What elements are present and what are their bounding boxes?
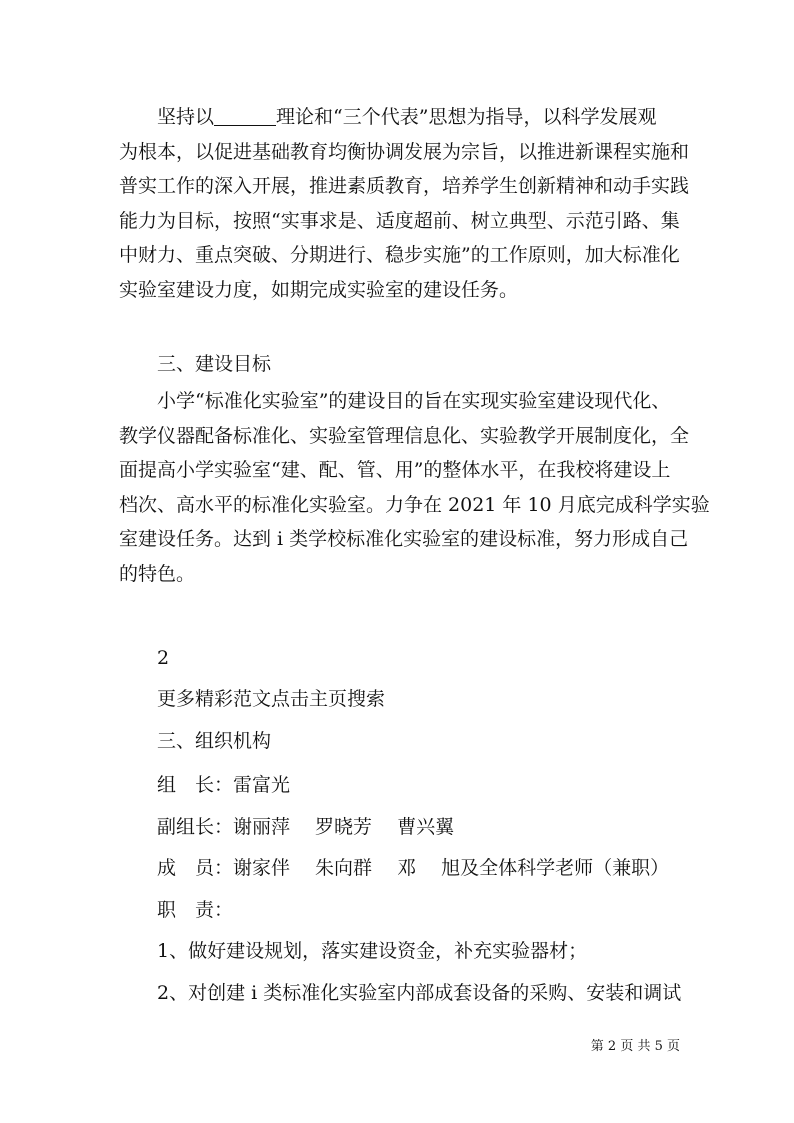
link-text[interactable]: 更多精彩范文点击主页搜索: [157, 688, 386, 710]
more-articles-link[interactable]: [119, 682, 679, 717]
paragraph-line: 档次、高水平的标准化实验室。力争在 2021 年 10 月底完成科学实验: [119, 493, 710, 516]
paragraph-line: [119, 100, 679, 135]
duty-item: 2、对创建 i 类标准化实验室内部成套设备的采购、安装和调试: [157, 981, 682, 1004]
blank-underline: [214, 103, 276, 126]
line-text: 坚持以: [157, 106, 215, 128]
paragraph-line: 面提高小学实验室“建、配、管、用”的整体水平，在我校将建设上: [119, 459, 671, 481]
paragraph-line: 实验室建设力度，如期完成实验室的建设任务。: [119, 278, 519, 301]
heading-text: 三、建设目标: [157, 353, 272, 375]
page-marker-text: 2: [157, 647, 170, 669]
footer-page-count: 第 2 页 共 5 页: [590, 1039, 680, 1054]
paragraph-line: 为根本，以促进基础教育均衡协调发展为宗旨，以推进新课程实施和: [119, 140, 690, 163]
guiding-principle-paragraph: [119, 100, 690, 307]
page-footer: [560, 1038, 680, 1056]
paragraph-line: 教学仪器配备标准化、实验室管理信息化、实验教学开展制度化，全: [119, 424, 690, 447]
heading-text: 三、组织机构: [157, 730, 272, 752]
org-leader: 组 长：雷富光: [157, 774, 291, 796]
paragraph-line: 普实工作的深入开展，推进素质教育，培养学生创新精神和动手实践: [119, 175, 690, 197]
paragraph-line: 室建设任务。达到 i 类学校标准化实验室的建设标准，努力形成自己: [119, 528, 689, 550]
organization-list: [119, 765, 682, 1014]
inline-page-number: [119, 641, 679, 676]
section-heading-organization: [119, 724, 679, 759]
goals-paragraph: [119, 384, 710, 591]
line-text: 理论和“三个代表”思想为指导，以科学发展观: [276, 106, 657, 128]
duty-item: 1、做好建设规划，落实建设资金，补充实验器材；: [157, 940, 588, 962]
section-heading-goals: [119, 347, 679, 382]
paragraph-line: 中财力、重点突破、分期进行、稳步实施”的工作原则，加大标准化: [119, 244, 680, 266]
paragraph-line: 能力为目标，按照“实事求是、适度超前、树立典型、示范引路、集: [119, 209, 680, 232]
paragraph-line: 的特色。: [119, 562, 196, 585]
org-duty-label: 职 责：: [157, 898, 234, 921]
org-vice-leader: 副组长：谢丽萍 罗晓芳 曹兴翼: [157, 815, 455, 838]
paragraph-line: 小学“标准化实验室”的建设目的旨在实现实验室建设现代化、: [157, 390, 671, 412]
org-members: 成 员：谢家伴 朱向群 邓 旭及全体科学老师（兼职）: [157, 857, 670, 879]
